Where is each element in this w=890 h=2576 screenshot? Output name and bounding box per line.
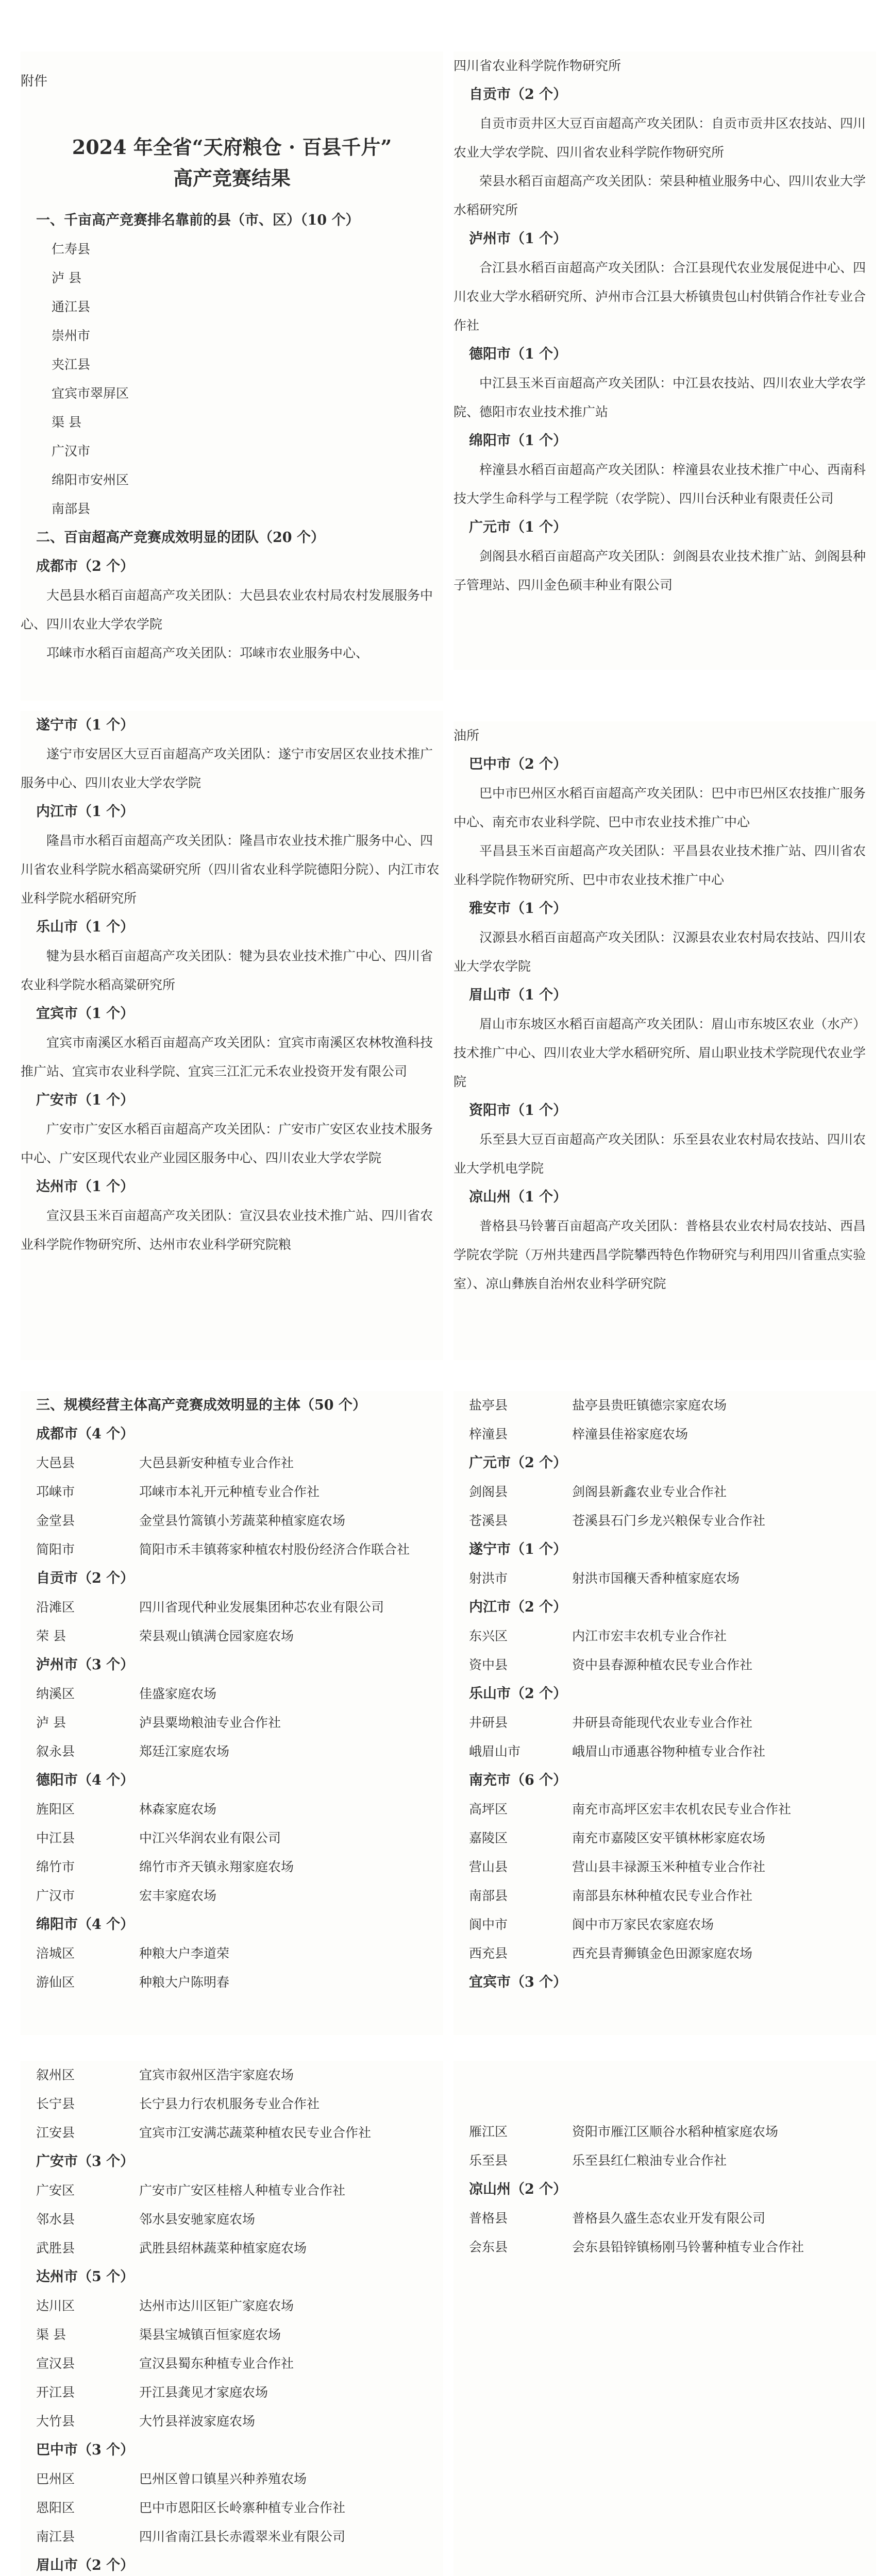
entity-name: 乐至县红仁粮油专业合作社 [572, 2153, 727, 2168]
entity-county: 沿滩区 [36, 1600, 75, 1615]
entity-county: 达川区 [36, 2298, 75, 2313]
team-paragraph: 巴中市巴州区水稻百亩超高产攻关团队：巴中市巴州区农技推广服务中心、南充市农业科学院、巴中市农业技术推广中心 [454, 786, 866, 829]
team-paragraph: 遂宁市安居区大豆百亩超高产攻关团队：遂宁市安居区农业技术推广服务中心、四川农业大学农学院 [21, 747, 433, 790]
entity-name: 巴州区曾口镇星兴种养殖农场 [139, 2471, 307, 2486]
city-heading: 遂宁市（1 个） [36, 717, 135, 733]
team-paragraph: 合江县水稻百亩超高产攻关团队：合江县现代农业发展促进中心、四川农业大学水稻研究所、泸州市合江县大桥镇贵包山村供销合作社专业合作社 [454, 260, 866, 333]
city-heading: 广元市（1 个） [469, 519, 567, 535]
entity-name: 大邑县新安种植专业合作社 [139, 1455, 294, 1470]
entity-row [454, 2233, 876, 2262]
entity-county: 阆中市 [469, 1917, 508, 1932]
entity-row [454, 1506, 876, 1535]
entity-name: 盐亭县贵旺镇德宗家庭农场 [572, 1398, 727, 1413]
entity-row [454, 1939, 876, 1968]
team-paragraph: 宣汉县玉米百亩超高产攻关团队：宣汉县农业技术推广站、四川省农业科学院作物研究所、达州市农业科学研究院粮 [21, 1208, 433, 1252]
entity-name: 渠县宝城镇百恒家庭农场 [139, 2327, 281, 2342]
entity-name: 绵竹市齐天镇永翔家庭农场 [139, 1859, 294, 1874]
entity-row [21, 1478, 443, 1506]
team-paragraph: 隆昌市水稻百亩超高产攻关团队：隆昌市农业技术推广服务中心、四川省农业科学院水稻高粱研究所（四川省农业科学院德阳分院）、内江市农业科学院水稻研究所 [21, 833, 440, 906]
entity-name: 资中县春源种植农民专业合作社 [572, 1657, 753, 1672]
entity-county: 简阳市 [36, 1542, 75, 1557]
entity-county: 南部县 [469, 1888, 508, 1903]
entity-county: 叙州区 [36, 2067, 75, 2082]
entity-county: 金堂县 [36, 1513, 75, 1528]
city-heading: 眉山市（1 个） [469, 987, 567, 1003]
team-paragraph: 眉山市东坡区水稻百亩超高产攻关团队：眉山市东坡区农业（水产）技术推广中心、四川农业大学水稻研究所、眉山职业技术学院现代农业学院 [454, 1016, 866, 1089]
team-paragraph: 乐至县大豆百亩超高产攻关团队：乐至县农业农村局农技站、四川农业大学机电学院 [454, 1132, 866, 1176]
section-3-heading: 三、规模经营主体高产竞赛成效明显的主体（50 个） [36, 1397, 366, 1413]
entity-row [21, 1680, 443, 1708]
entity-name: 会东县铅锌镇杨刚马铃薯种植专业合作社 [572, 2240, 804, 2255]
entity-county: 高坪区 [469, 1802, 508, 1817]
team-paragraph: 四川省农业科学院作物研究所 [454, 58, 622, 73]
city-heading: 内江市（2 个） [469, 1599, 567, 1615]
doc-page-3 [21, 711, 443, 1360]
entity-row [21, 1824, 443, 1853]
entity-name: 大竹县祥波家庭农场 [139, 2414, 256, 2429]
entity-name: 长宁县力行农机服务专业合作社 [139, 2096, 320, 2111]
entity-name: 梓潼县佳裕家庭农场 [572, 1427, 689, 1442]
entity-county: 邻水县 [36, 2212, 75, 2227]
entity-row [454, 2146, 876, 2175]
city-heading: 内江市（1 个） [36, 804, 135, 820]
entity-name: 武胜县绍林蔬菜种植家庭农场 [139, 2241, 307, 2256]
city-heading: 成都市（2 个） [36, 558, 135, 574]
entity-county: 广安区 [36, 2183, 75, 2198]
entity-row [21, 1449, 443, 1478]
entity-county: 纳溪区 [36, 1686, 75, 1701]
team-paragraph: 邛崃市水稻百亩超高产攻关团队：邛崃市农业服务中心、 [46, 646, 369, 660]
entity-county: 会东县 [469, 2240, 508, 2255]
entity-county: 嘉陵区 [469, 1831, 508, 1845]
doc-page-2 [454, 52, 876, 670]
doc-page-6 [454, 1391, 876, 2035]
entity-county: 恩阳区 [36, 2500, 75, 2515]
entity-row [21, 1593, 443, 1622]
entity-county: 泸 县 [36, 1715, 66, 1730]
entity-county: 江安县 [36, 2125, 75, 2140]
city-heading: 雅安市（1 个） [469, 901, 567, 917]
team-paragraph: 汉源县水稻百亩超高产攻关团队：汉源县农业农村局农技站、四川农业大学农学院 [454, 930, 866, 974]
entity-name: 荣县观山镇满仓园家庭农场 [139, 1629, 294, 1643]
county-item: 南部县 [52, 501, 91, 516]
entity-name: 剑阁县新鑫农业专业合作社 [572, 1484, 727, 1499]
entity-county: 长宁县 [36, 2096, 75, 2111]
entity-name: 宜宾市叙州区浩宇家庭农场 [139, 2067, 294, 2082]
entity-name: 邻水县安驰家庭农场 [139, 2212, 256, 2227]
entity-name: 南充市高坪区宏丰农机农民专业合作社 [572, 1802, 792, 1817]
section-1-heading: 一、千亩高产竞赛排名靠前的县（市、区）（10 个） [36, 212, 360, 228]
city-heading: 成都市（4 个） [36, 1426, 135, 1442]
entity-name: 种粮大户李道荣 [139, 1946, 230, 1961]
entity-name: 四川省现代种业发展集团种芯农业有限公司 [139, 1600, 384, 1615]
entity-county: 宣汉县 [36, 2356, 75, 2371]
entity-county: 射洪市 [469, 1571, 508, 1586]
doc-title-line1: 2024 年全省“天府粮仓 · 百县千片” [72, 135, 392, 159]
county-item: 绵阳市安州区 [52, 472, 129, 487]
city-heading: 乐山市（1 个） [36, 919, 135, 935]
entity-county: 荣 县 [36, 1629, 66, 1643]
attachment-label: 附件 [21, 74, 48, 89]
city-heading: 泸州市（1 个） [469, 231, 567, 247]
city-heading: 德阳市（1 个） [469, 346, 567, 362]
entity-row [454, 1795, 876, 1824]
entity-row [454, 1622, 876, 1651]
entity-row [21, 1622, 443, 1651]
entity-county: 乐至县 [469, 2153, 508, 2168]
entity-name: 资阳市雁江区顺谷水稻种植家庭农场 [572, 2124, 779, 2139]
entity-county: 游仙区 [36, 1975, 75, 1990]
entity-row [21, 2119, 443, 2147]
entity-county: 东兴区 [469, 1629, 508, 1643]
entity-name: 南充市嘉陵区安平镇林彬家庭农场 [572, 1831, 766, 1845]
entity-county: 巴州区 [36, 2471, 75, 2486]
team-paragraph: 中江县玉米百亩超高产攻关团队：中江县农技站、四川农业大学农学院、德阳市农业技术推广站 [454, 376, 866, 419]
entity-name: 射洪市国穰天香种植家庭农场 [572, 1571, 740, 1586]
entity-row [454, 1391, 876, 1420]
section-2-heading: 二、百亩超高产竞赛成效明显的团队（20 个） [36, 530, 325, 546]
city-heading: 广安市（1 个） [36, 1092, 135, 1108]
entity-row [21, 2292, 443, 2320]
city-heading: 巴中市（2 个） [469, 756, 567, 772]
entity-row [21, 2090, 443, 2119]
doc-page-1 [21, 52, 443, 701]
county-item: 夹江县 [52, 357, 91, 372]
entity-row [454, 1478, 876, 1506]
city-heading: 南充市（6 个） [469, 1772, 567, 1788]
city-heading: 自贡市（2 个） [469, 87, 567, 103]
entity-name: 苍溪县石门乡龙兴粮保专业合作社 [572, 1513, 766, 1528]
entity-county: 渠 县 [36, 2327, 66, 2342]
entity-county: 南江县 [36, 2529, 75, 2544]
city-heading: 凉山州（1 个） [469, 1189, 567, 1205]
entity-row [21, 2378, 443, 2407]
county-item: 宜宾市翠屏区 [52, 386, 129, 401]
entity-row [454, 1853, 876, 1882]
team-paragraph: 平昌县玉米百亩超高产攻关团队：平昌县农业技术推广站、四川省农业科学院作物研究所、巴中市农业技术推广中心 [454, 843, 866, 887]
team-paragraph: 荣县水稻百亩超高产攻关团队：荣县种植业服务中心、四川农业大学水稻研究所 [454, 174, 866, 217]
entity-county: 中江县 [36, 1831, 75, 1845]
county-item: 通江县 [52, 299, 91, 314]
entity-name: 四川省南江县长赤霞翠米业有限公司 [139, 2529, 346, 2544]
entity-county: 广汉市 [36, 1888, 75, 1903]
entity-county: 普格县 [469, 2211, 508, 2226]
entity-row [21, 1853, 443, 1882]
entity-county: 盐亭县 [469, 1398, 508, 1413]
entity-county: 旌阳区 [36, 1802, 75, 1817]
entity-county: 开江县 [36, 2385, 75, 2400]
entity-row [21, 1737, 443, 1766]
entity-row [21, 1506, 443, 1535]
entity-row [21, 2465, 443, 2494]
entity-county: 梓潼县 [469, 1427, 508, 1442]
city-heading: 宜宾市（1 个） [36, 1006, 135, 1022]
entity-row [454, 2204, 876, 2233]
entity-county: 西充县 [469, 1946, 508, 1961]
city-heading: 达州市（5 个） [36, 2269, 135, 2285]
entity-name: 宣汉县蜀东种植专业合作社 [139, 2356, 294, 2371]
entity-row [21, 1535, 443, 1564]
team-paragraph: 剑阁县水稻百亩超高产攻关团队：剑阁县农业技术推广站、剑阁县种子管理站、四川金色硕丰种业有限公司 [454, 549, 866, 592]
entity-row [21, 2234, 443, 2263]
entity-name: 达州市达川区钜广家庭农场 [139, 2298, 294, 2313]
entity-row [21, 2522, 443, 2551]
city-heading: 达州市（1 个） [36, 1179, 135, 1195]
entity-county: 资中县 [469, 1657, 508, 1672]
entity-county: 苍溪县 [469, 1513, 508, 1528]
entity-name: 泸县粟坳粮油专业合作社 [139, 1715, 281, 1730]
entity-county: 大竹县 [36, 2414, 75, 2429]
entity-county: 叙永县 [36, 1744, 75, 1759]
entity-name: 宜宾市江安满芯蔬菜种植农民专业合作社 [139, 2125, 372, 2140]
entity-name: 简阳市禾丰镇蒋家种植农村股份经济合作联合社 [139, 1542, 410, 1557]
entity-name: 巴中市恩阳区长岭寨种植专业合作社 [139, 2500, 346, 2515]
entity-county: 井研县 [469, 1715, 508, 1730]
entity-county: 涪城区 [36, 1946, 75, 1961]
county-item: 广汉市 [52, 444, 91, 459]
entity-row [21, 2349, 443, 2378]
entity-name: 佳盛家庭农场 [139, 1686, 217, 1701]
entity-row [21, 1939, 443, 1968]
team-paragraph: 自贡市贡井区大豆百亩超高产攻关团队：自贡市贡井区农技站、四川农业大学农学院、四川省农业科学院作物研究所 [454, 116, 866, 160]
city-heading: 绵阳市（1 个） [469, 433, 567, 449]
city-heading: 乐山市（2 个） [469, 1686, 567, 1702]
entity-name: 普格县久盛生态农业开发有限公司 [572, 2211, 766, 2226]
entity-row [21, 2407, 443, 2436]
entity-row [454, 1824, 876, 1853]
county-item: 泸 县 [52, 270, 81, 285]
entity-county: 营山县 [469, 1859, 508, 1874]
entity-county: 邛崃市 [36, 1484, 75, 1499]
entity-name: 金堂县竹篙镇小芳蔬菜种植家庭农场 [139, 1513, 346, 1528]
doc-page-7 [21, 2061, 443, 2576]
entity-name: 营山县丰禄源玉米种植专业合作社 [572, 1859, 766, 1874]
entity-name: 峨眉山市通惠谷物种植专业合作社 [572, 1744, 766, 1759]
entity-county: 雁江区 [469, 2124, 508, 2139]
entity-row [454, 1420, 876, 1449]
entity-name: 中江兴华润农业有限公司 [139, 1831, 281, 1845]
entity-name: 宏丰家庭农场 [139, 1888, 217, 1903]
entity-county: 绵竹市 [36, 1859, 75, 1874]
city-heading: 遂宁市（1 个） [469, 1541, 567, 1557]
entity-row [454, 1882, 876, 1910]
city-heading: 自贡市（2 个） [36, 1570, 135, 1586]
city-heading: 凉山州（2 个） [469, 2181, 567, 2197]
city-heading: 泸州市（3 个） [36, 1657, 135, 1673]
entity-row [454, 2117, 876, 2146]
entity-county: 剑阁县 [469, 1484, 508, 1499]
city-heading: 广安市（3 个） [36, 2154, 135, 2170]
team-paragraph: 油所 [454, 728, 480, 743]
team-paragraph: 普格县马铃薯百亩超高产攻关团队：普格县农业农村局农技站、西昌学院农学院（万州共建西昌学院攀西特色作物研究与利用四川省重点实验室）、凉山彝族自治州农业科学研究院 [454, 1218, 866, 1291]
city-heading: 广元市（2 个） [469, 1455, 567, 1471]
county-item: 崇州市 [52, 328, 91, 343]
team-paragraph: 梓潼县水稻百亩超高产攻关团队：梓潼县农业技术推广中心、西南科技大学生命科学与工程学院（农学院）、四川台沃种业有限责任公司 [454, 462, 866, 506]
entity-row [21, 2061, 443, 2090]
doc-page-5 [21, 1391, 443, 2035]
entity-row [21, 1708, 443, 1737]
entity-name: 种粮大户陈明春 [139, 1975, 230, 1990]
entity-name: 郑廷江家庭农场 [139, 1744, 230, 1759]
entity-row [21, 1882, 443, 1910]
team-paragraph: 宜宾市南溪区水稻百亩超高产攻关团队：宜宾市南溪区农林牧渔科技推广站、宜宾市农业科学院、宜宾三江汇元禾农业投资开发有限公司 [21, 1035, 433, 1079]
doc-page-4 [454, 721, 876, 1360]
entity-row [454, 1708, 876, 1737]
entity-name: 林森家庭农场 [139, 1802, 217, 1817]
entity-row [454, 1737, 876, 1766]
county-item: 仁寿县 [52, 242, 91, 257]
entity-row [21, 2176, 443, 2205]
city-heading: 巴中市（3 个） [36, 2442, 135, 2458]
team-paragraph: 大邑县水稻百亩超高产攻关团队：大邑县农业农村局农村发展服务中心、四川农业大学农学院 [21, 588, 433, 632]
entity-county: 武胜县 [36, 2241, 75, 2256]
entity-county: 峨眉山市 [469, 1744, 521, 1759]
entity-name: 邛崃市本礼开元种植专业合作社 [139, 1484, 320, 1499]
county-item: 渠 县 [52, 415, 81, 430]
city-heading: 宜宾市（3 个） [469, 1974, 567, 1990]
entity-name: 开江县龚见才家庭农场 [139, 2385, 268, 2400]
entity-row [454, 1910, 876, 1939]
city-heading: 眉山市（2 个） [36, 2557, 135, 2573]
entity-name: 内江市宏丰农机专业合作社 [572, 1629, 727, 1643]
doc-title-line2: 高产竞赛结果 [173, 166, 291, 190]
city-heading: 资阳市（1 个） [469, 1103, 567, 1118]
entity-row [21, 2494, 443, 2522]
entity-county: 大邑县 [36, 1455, 75, 1470]
entity-row [454, 1564, 876, 1593]
entity-name: 南部县东林种植农民专业合作社 [572, 1888, 753, 1903]
entity-row [21, 1795, 443, 1824]
entity-row [454, 1651, 876, 1680]
entity-name: 井研县奇能现代农业专业合作社 [572, 1715, 753, 1730]
entity-name: 西充县青狮镇金色田源家庭农场 [572, 1946, 753, 1961]
city-heading: 绵阳市（4 个） [36, 1917, 135, 1933]
city-heading: 德阳市（4 个） [36, 1772, 135, 1788]
team-paragraph: 犍为县水稻百亩超高产攻关团队：犍为县农业技术推广中心、四川省农业科学院水稻高粱研究所 [21, 948, 433, 992]
entity-row [21, 2205, 443, 2234]
entity-row [21, 1968, 443, 1997]
doc-page-8 [454, 2061, 876, 2576]
team-paragraph: 广安市广安区水稻百亩超高产攻关团队：广安市广安区农业技术服务中心、广安区现代农业产业园区服务中心、四川农业大学农学院 [21, 1122, 433, 1165]
entity-name: 阆中市万家民农家庭农场 [572, 1917, 714, 1932]
entity-row [21, 2320, 443, 2349]
entity-name: 广安市广安区桂榕人种植专业合作社 [139, 2183, 346, 2198]
